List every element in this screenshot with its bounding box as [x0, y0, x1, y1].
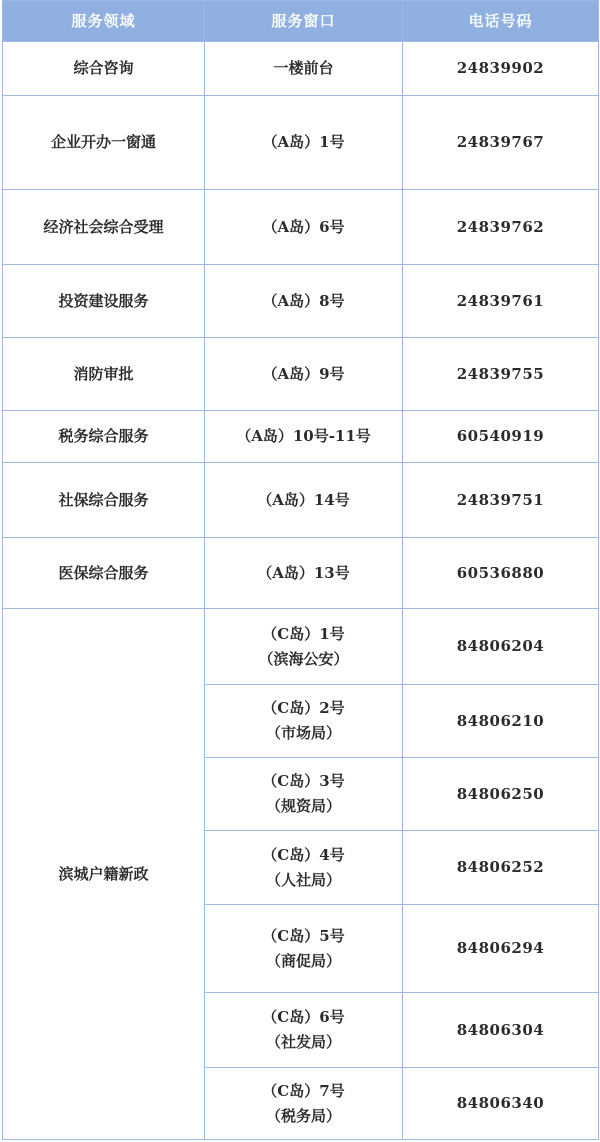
window-department: （商促局）: [265, 951, 341, 970]
window-number: （C岛）7号: [262, 1081, 345, 1100]
phone-number-cell: 24839902: [403, 42, 599, 96]
window-department: （市场局）: [265, 724, 341, 742]
window-department: （滨海公安）: [258, 649, 349, 668]
service-area-cell: 企业开办一窗通: [3, 96, 205, 190]
phone-number-cell: 24839761: [403, 265, 599, 338]
service-window-cell: [205, 685, 403, 758]
phone-number-cell: 60536880: [403, 538, 599, 609]
phone-number-cell: 84806252: [403, 831, 599, 905]
header-phone-number: 电话号码: [403, 1, 599, 42]
window-number: （C岛）6号: [262, 1008, 345, 1026]
service-window-cell: （A岛）6号: [205, 190, 403, 265]
phone-number-cell: 84806250: [403, 758, 599, 831]
service-window-cell: （A岛）14号: [205, 463, 403, 538]
table-row: [3, 265, 599, 338]
header-service-area: 服务领域: [3, 1, 205, 42]
table-row: [3, 463, 599, 538]
service-area-cell: 税务综合服务: [3, 411, 205, 463]
window-department: （社发局）: [265, 1033, 341, 1051]
service-area-cell: 综合咨询: [3, 42, 205, 96]
window-number: （C岛）4号: [262, 845, 345, 864]
phone-number-cell: 84806294: [403, 905, 599, 993]
phone-number-cell: 24839762: [403, 190, 599, 265]
service-window-cell: （A岛）8号: [205, 265, 403, 338]
service-window-cell: [205, 1068, 403, 1140]
service-area-cell: 投资建设服务: [3, 265, 205, 338]
window-number: （C岛）3号: [262, 772, 345, 790]
window-number: （C岛）5号: [262, 926, 345, 945]
service-window-table: [2, 0, 599, 1140]
table-row: [3, 338, 599, 411]
window-number: （C岛）1号: [262, 624, 345, 643]
service-window-cell: [205, 609, 403, 685]
service-area-cell: 消防审批: [3, 338, 205, 411]
service-window-cell: [205, 831, 403, 905]
service-window-cell: [205, 993, 403, 1068]
phone-number-cell: 84806304: [403, 993, 599, 1068]
service-window-cell: [205, 758, 403, 831]
service-window-cell: 一楼前台: [205, 42, 403, 96]
phone-number-cell: 24839751: [403, 463, 599, 538]
phone-number-cell: 24839755: [403, 338, 599, 411]
service-area-group-cell: 滨城户籍新政: [3, 609, 205, 1140]
table-header-row: [3, 1, 599, 42]
table-row: [3, 42, 599, 96]
phone-number-cell: 84806204: [403, 609, 599, 685]
service-area-cell: 社保综合服务: [3, 463, 205, 538]
phone-number-cell: 24839767: [403, 96, 599, 190]
service-area-cell: 经济社会综合受理: [3, 190, 205, 265]
window-department: （人社局）: [265, 870, 341, 889]
service-window-cell: （A岛）1号: [205, 96, 403, 190]
service-window-cell: [205, 905, 403, 993]
service-window-cell: （A岛）10号-11号: [205, 411, 403, 463]
service-window-cell: （A岛）9号: [205, 338, 403, 411]
phone-number-cell: 84806210: [403, 685, 599, 758]
service-table-wrapper: [2, 0, 598, 1140]
table-row: [3, 538, 599, 609]
phone-number-cell: 84806340: [403, 1068, 599, 1140]
table-row: [3, 190, 599, 265]
window-department: （规资局）: [265, 797, 341, 815]
window-department: （税务局）: [265, 1106, 341, 1125]
phone-number-cell: 60540919: [403, 411, 599, 463]
table-row: [3, 411, 599, 463]
table-row: [3, 609, 599, 685]
header-service-window: 服务窗口: [205, 1, 403, 42]
window-number: （C岛）2号: [262, 699, 345, 717]
service-window-cell: （A岛）13号: [205, 538, 403, 609]
table-row: [3, 96, 599, 190]
service-area-cell: 医保综合服务: [3, 538, 205, 609]
